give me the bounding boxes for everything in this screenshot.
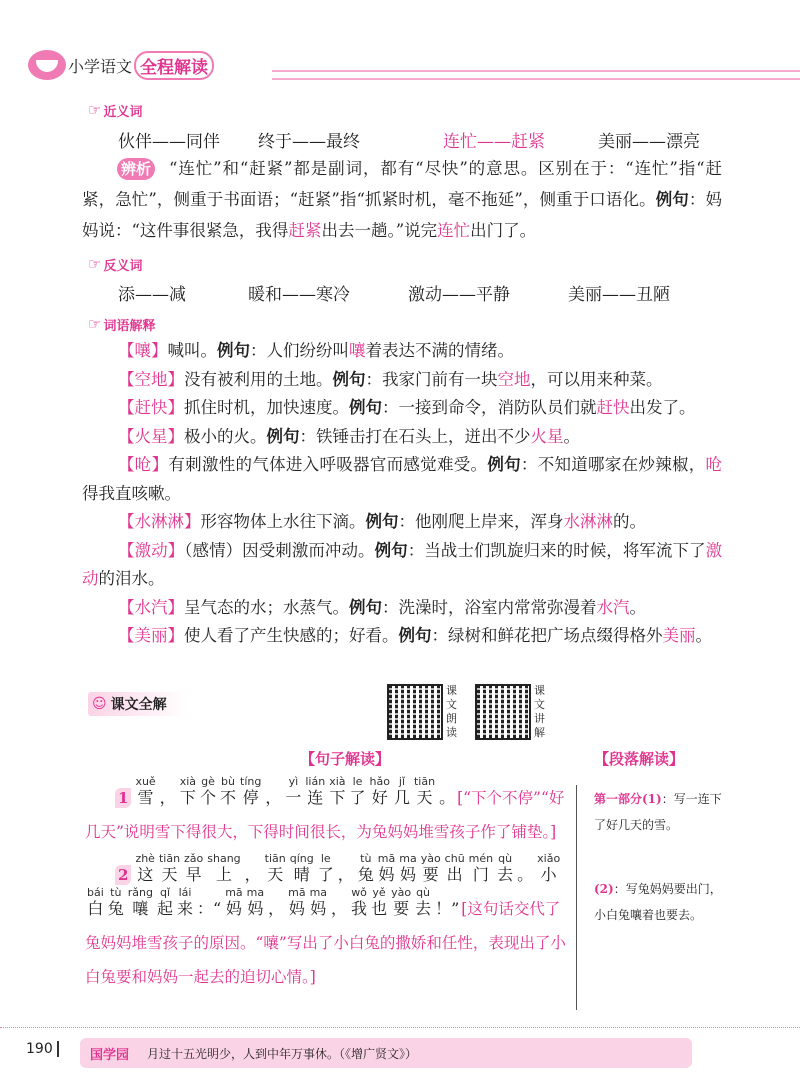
pinyin-char: 妈mā [377, 852, 396, 884]
pinyin-char: 连lián [305, 775, 326, 807]
glossary-word: 【嚷】 [118, 341, 168, 360]
glossary-entry [82, 451, 722, 508]
example-text: ：不知道哪家在炒辣椒， [520, 455, 706, 474]
pinyin-char: ， [268, 899, 285, 918]
antonyms-heading [88, 254, 142, 274]
paragraph-label: 第一部分(1) [594, 792, 662, 806]
definition: 使人看了产生快感的；好看。 [184, 626, 399, 645]
section-title: 词语解释 [103, 318, 156, 334]
example-highlight: 火星 [530, 426, 564, 446]
sentence-note: [这句话交代了兔妈妈堆雪孩子的原因。“嚷”写出了小白兔的撒娇和任性，表现出了小白兔要和妈妈一起去的迫切心情。] [85, 900, 566, 986]
sentence-number: 2 [115, 865, 131, 885]
example-label: 例句 [655, 190, 689, 209]
pinyin-char: 白bái [87, 886, 104, 918]
glossary-word: 【火星】 [118, 426, 184, 446]
sentence-number: 1 [115, 788, 131, 808]
header [28, 50, 214, 80]
pinyin-char: ：“ [197, 899, 222, 918]
example-label: 例句 [365, 512, 399, 531]
pinyin-char: 了le [349, 775, 366, 807]
glossary-entry [82, 622, 722, 651]
paragraph-note [594, 876, 724, 928]
antonym-pair: 暖和——寒冷 [248, 285, 350, 305]
example-highlight: 赶紧 [288, 221, 322, 240]
glossary-word: 【空地】 [118, 369, 184, 389]
example-text: 的泪水。 [98, 569, 165, 588]
pinyin-char: 天tiān [158, 852, 181, 884]
pinyin-char: 妈mā [225, 886, 243, 918]
example-highlight: 水汽 [596, 597, 630, 617]
pinyin-char: 起qǐ [156, 886, 173, 918]
antonym-pair: 添——减 [118, 285, 186, 305]
series-subtitle: 全程解读 [134, 51, 214, 80]
definition: （感情）因受刺激而冲动。 [184, 540, 375, 560]
antonym-pair: 激动——平静 [408, 285, 510, 305]
definition: 没有被利用的土地。 [184, 369, 333, 389]
glossary-entry [82, 366, 722, 395]
glossary-entry [82, 594, 722, 623]
footer-bar [80, 1038, 692, 1068]
glossary-word: 【赶快】 [118, 398, 184, 417]
pinyin-char: 。 [517, 865, 534, 884]
synonym-pair: 伙伴——同伴 [118, 132, 220, 152]
example-highlight: 赶快 [596, 398, 630, 417]
example-text: 得我直咳嗽。 [82, 483, 181, 503]
pinyin-char: 出chū [444, 852, 465, 884]
paragraph-label: (2) [594, 882, 614, 896]
example-text: 。 [629, 597, 646, 617]
qr-label: 课文讲解 [534, 684, 545, 739]
example-highlight: 美丽 [662, 626, 696, 645]
example-text: 出去一趟。”说完 [321, 221, 438, 240]
glossary-word: 【美丽】 [118, 626, 184, 645]
lesson-section-tag [88, 692, 187, 716]
pinyin-char: ， [265, 788, 282, 807]
example-text: ：一接到命令，消防队员们就 [382, 398, 597, 417]
pinyin-char: 下xià [329, 775, 346, 807]
synonym-pair-highlighted: 连忙——赶紧 [443, 132, 545, 152]
section-title: 反义词 [103, 258, 143, 274]
sentence-analysis [85, 776, 573, 994]
example-label: 例句 [374, 540, 408, 560]
glossary-word: 【水汽】 [118, 597, 184, 617]
smiley-icon: ☺ [92, 696, 107, 712]
pinyin-char: 妈ma [246, 886, 265, 918]
pointing-hand-icon: ☞ [88, 255, 102, 273]
sentence-note: [“下个不停”“好几天”说明雪下得很大，下得时间很长，为兔妈妈堆雪孩子作了铺垫。] [85, 789, 565, 841]
glossary-heading [88, 314, 155, 334]
definition: 呈气态的水；水蒸气。 [184, 597, 349, 617]
example-text: 着表达不满的情绪。 [365, 341, 514, 360]
column-divider [576, 785, 577, 1010]
example-highlight: 水淋淋 [563, 512, 613, 531]
pinyin-char: 这zhè [135, 852, 155, 884]
definition: 抓住时机，加快速度。 [184, 398, 349, 417]
footer-divider [0, 1027, 800, 1028]
synonym-pair: 美丽——漂亮 [598, 132, 700, 152]
sentence-block [85, 853, 573, 994]
pinyin-char: 兔tù [357, 852, 374, 884]
example-text: 。 [563, 426, 580, 446]
pinyin-char: 早zǎo [184, 852, 204, 884]
example-label: 例句 [349, 597, 382, 617]
definition: 极小的火。 [184, 426, 267, 446]
pointing-hand-icon: ☞ [88, 315, 102, 333]
pinyin-char: 也yě [371, 886, 388, 918]
footer-quote: 月过十五光明少，人到中年万事休。（《增广贤文》） [147, 1046, 418, 1061]
pinyin-char: 去qù [497, 852, 514, 884]
pinyin-char: ！” [435, 899, 460, 918]
glossary-list [82, 337, 722, 651]
series-name: 小学语文 [68, 56, 133, 76]
example-text: ，可以用来种菜。 [530, 369, 663, 389]
footer-tag: 国学园 [90, 1047, 130, 1063]
example-text: ：绿树和鲜花把广场点缀得格外 [431, 626, 663, 645]
example-label: 例句 [217, 341, 250, 360]
section-title: 课文全解 [110, 697, 167, 713]
pinyin-char: 嚷rǎng [127, 886, 153, 918]
pinyin-char: 妈ma [309, 886, 328, 918]
pinyin-char: 几jǐ [393, 775, 410, 807]
antonym-pair: 美丽——丑陋 [568, 285, 670, 305]
pointing-hand-icon: ☞ [88, 101, 102, 119]
pinyin-char: 兔tù [107, 886, 124, 918]
pinyin-char: 天tiān [264, 852, 286, 884]
page-number: 190 [26, 1041, 59, 1057]
example-text: ：人们纷纷叫 [250, 341, 349, 360]
sentence-block [85, 776, 573, 849]
example-highlight: 连忙 [437, 221, 471, 240]
glossary-entry [82, 337, 722, 366]
glossary-entry [82, 423, 722, 452]
sentence-column-heading: 【句子解读】 [300, 750, 391, 768]
paragraph-column-heading: 【段落解读】 [594, 750, 685, 768]
example-text: ：当战士们凯旋归来的时候，将军流下了 [407, 540, 706, 560]
example-highlight: 空地 [497, 369, 531, 389]
pinyin-char: 小xiǎo [537, 852, 561, 884]
pinyin-char: 要yào [391, 886, 412, 918]
qr-label: 课文朗读 [446, 684, 457, 739]
pinyin-char: 天tiān [413, 775, 436, 807]
pinyin-char: 雪xuě [135, 775, 156, 807]
pinyin-char: 门mén [468, 852, 494, 884]
pinyin-char: 晴qíng [289, 852, 314, 884]
example-label: 例句 [332, 369, 366, 389]
glossary-word: 【激动】 [118, 540, 185, 560]
definition: 喊叫。 [167, 341, 217, 360]
paragraph-note [594, 786, 724, 838]
analysis-text: “连忙”和“赶紧”都是副词，都有“尽快”的意思。区别在于：“连忙”指“赶紧，急忙”，侧重于书面语；“赶紧”指“抓紧时机，毫不拖延”，侧重于口语化。 [82, 159, 722, 209]
example-text: ：我家门前有一块 [365, 369, 498, 389]
glossary-word: 【水淋淋】 [118, 512, 201, 531]
pinyin-char: 一yì [285, 775, 302, 807]
glossary-entry [82, 537, 722, 594]
analysis-badge: 辨析 [117, 158, 155, 180]
pinyin-char: 去qù [415, 886, 432, 918]
pinyin-char: 我wǒ [351, 886, 368, 918]
pinyin-char: 好hǎo [369, 775, 390, 807]
glossary-entry [82, 508, 722, 537]
pinyin-char: ， [337, 865, 354, 884]
pinyin-char: 个gè [199, 775, 216, 807]
qr-code-reading[interactable] [389, 686, 441, 738]
bunny-logo-icon [28, 50, 66, 80]
qr-code-explanation[interactable] [477, 686, 529, 738]
pinyin-char: ， [331, 899, 348, 918]
pinyin-char: ， [244, 865, 261, 884]
pinyin-char: 停tíng [240, 775, 262, 807]
pinyin-char: 要yào [420, 852, 441, 884]
example-text: 的。 [613, 512, 646, 531]
example-highlight: 呛 [705, 455, 723, 474]
pinyin-char: 妈mā [288, 886, 306, 918]
example-text: ：他刚爬上岸来，浑身 [398, 512, 564, 531]
example-text: ：铁锤击打在石头上，迸出不少 [299, 426, 531, 446]
pinyin-char: 来lái [177, 886, 194, 918]
pinyin-char: 妈ma [399, 852, 417, 884]
pinyin-char: ， [159, 788, 176, 807]
header-divider [272, 70, 800, 80]
analysis-paragraph [82, 153, 722, 246]
definition: 有刺激性的气体进入呼吸器官而感觉难受。 [168, 455, 488, 474]
example-label: 例句 [349, 398, 382, 417]
pinyin-char: 了le [317, 852, 334, 884]
pinyin-char: 。 [439, 788, 456, 807]
example-highlight: 嚷 [349, 341, 366, 360]
example-highlight: 激动 [82, 540, 723, 588]
paragraph-text: ：写兔妈妈要出门，小白兔嚷着也要去。 [594, 882, 722, 922]
pinyin-char: 不bù [220, 775, 237, 807]
example-text: ：妈妈说：“这件事很紧急，我得 [82, 190, 723, 240]
example-text: 出发了。 [629, 398, 696, 417]
example-text: 。 [695, 626, 712, 645]
section-title: 近义词 [103, 104, 143, 120]
synonym-pair: 终于——最终 [258, 132, 360, 152]
example-label: 例句 [398, 626, 432, 645]
pinyin-char: 下xià [179, 775, 196, 807]
example-label: 例句 [266, 426, 300, 446]
synonyms-heading [88, 100, 142, 120]
pinyin-char: 上shang [207, 852, 241, 884]
glossary-entry [82, 394, 722, 423]
example-label: 例句 [487, 455, 521, 474]
example-text: ：洗澡时，浴室内常常弥漫着 [382, 597, 597, 617]
definition: 形容物体上水往下滴。 [200, 512, 366, 531]
example-text: 出门了。 [470, 221, 537, 240]
paragraph-text: ：写一连下了好几天的雪。 [594, 792, 722, 832]
glossary-word: 【呛】 [118, 455, 169, 474]
